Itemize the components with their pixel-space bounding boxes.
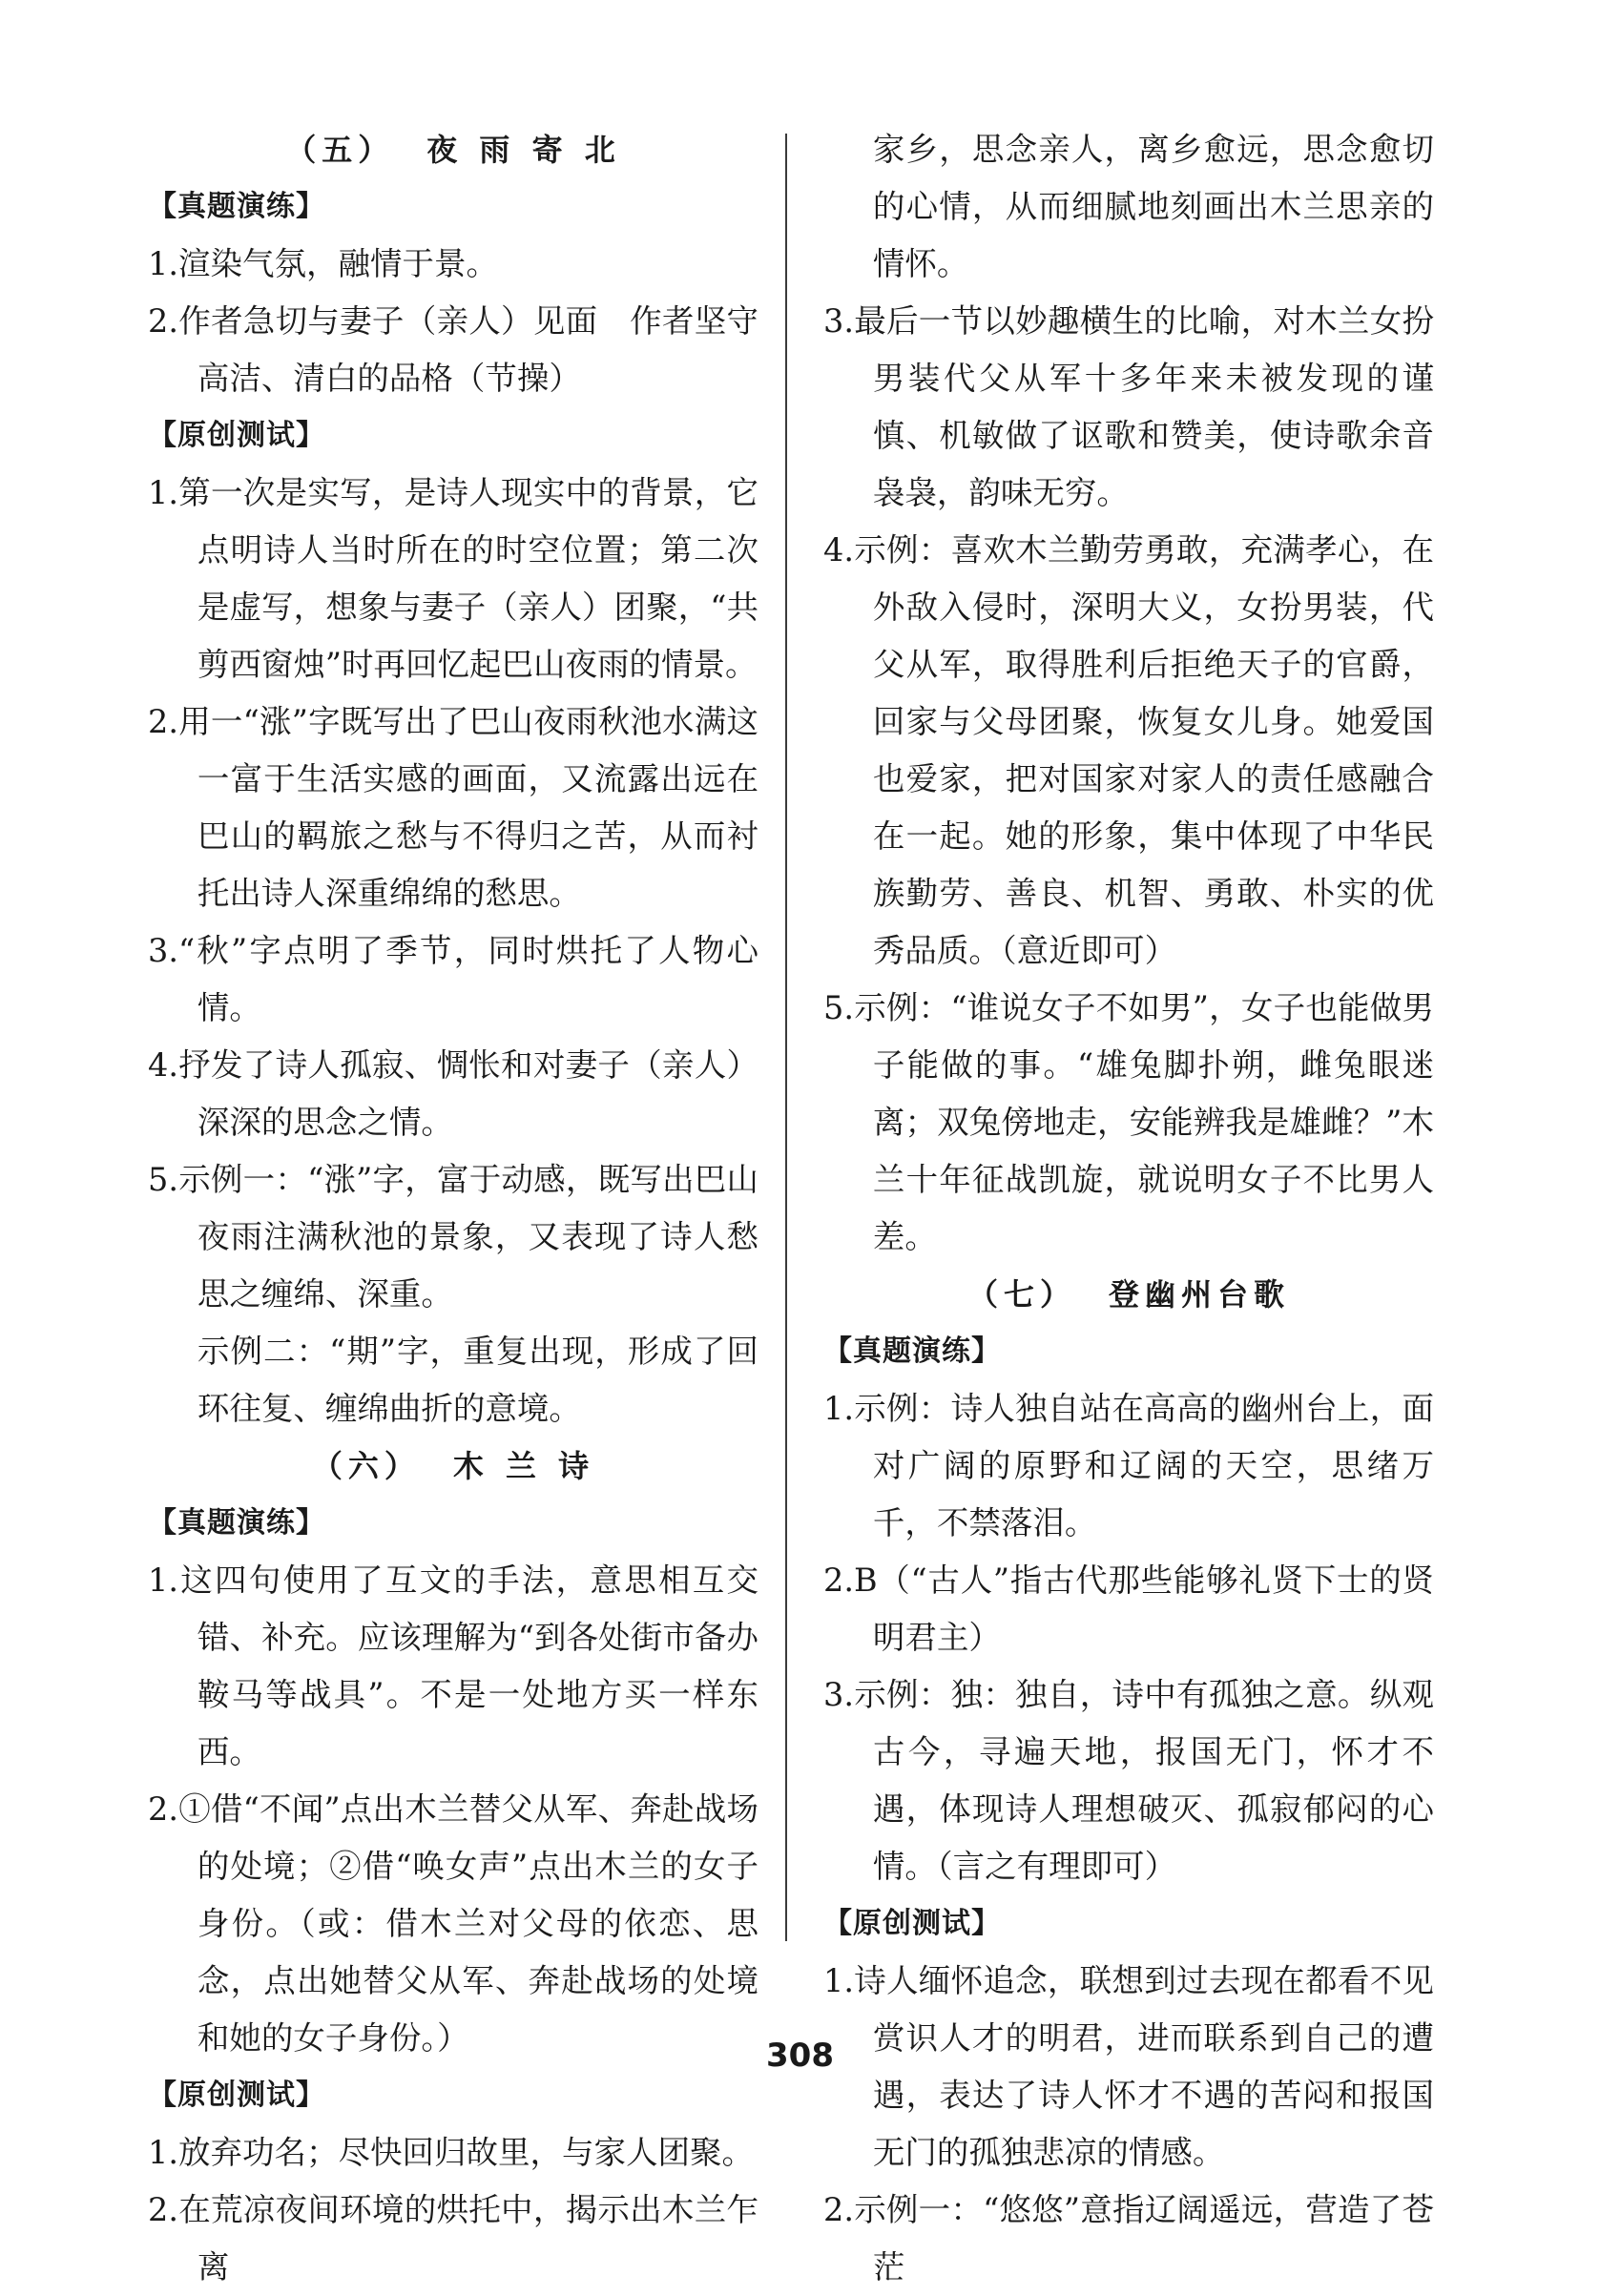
answer-item: 2.用一“涨”字既写出了巴山夜雨秋池水满这一富于生活实感的画面，又流露出远在巴山的羁旅之愁与不得归之苦，从而衬托出诗人深重绵绵的愁思。	[148, 703, 758, 912]
section-5-original-test-label: 【原创测试】	[148, 419, 325, 452]
section-7-title: 登幽州台歌	[1109, 1276, 1291, 1313]
answer-item: 5.示例：“谁说女子不如男”，女子也能做男子能做的事。“雄兔脚扑朔，雌兔眼迷离；双兔傍地走，安能辨我是雄雌？”木兰十年征战凯旋，就说明女子不比男人差。	[823, 989, 1434, 1255]
section-6-original-test-label: 【原创测试】	[148, 2079, 325, 2112]
answer-item: 2.示例一：“悠悠”意指辽阔遥远，营造了苍茫	[823, 2191, 1434, 2286]
answer-item-continuation: 示例二：“期”字，重复出现，形成了回环往复、缠绵曲折的意境。	[197, 1333, 758, 1427]
answer-item: 1.示例：诗人独自站在高高的幽州台上，面对广阔的原野和辽阔的天空，思绪万千，不禁落泪。	[823, 1390, 1434, 1541]
answer-item: 2.①借“不闻”点出木兰替父从军、奔赴战场的处境；②借“唤女声”点出木兰的女子身份。（或：借木兰对父母的依恋、思念，点出她替父从军、奔赴战场的处境和她的女子身份。）	[148, 1790, 758, 2057]
answer-item: 1.渲染气氛，融情于景。	[148, 245, 498, 282]
answer-item: 1.放弃功名；尽快回归故里，与家人团聚。	[148, 2134, 754, 2171]
section-5-heading: （五） 夜 雨 寄 北	[285, 132, 621, 168]
section-6-title: 木 兰 诗	[452, 1448, 595, 1484]
column-divider	[785, 134, 787, 1941]
answer-item: 3.最后一节以妙趣横生的比喻，对木兰女扮男装代父从军十多年来未被发现的谨慎、机敏做了讴歌和赞美，使诗歌余音袅袅，韵味无穷。	[823, 302, 1434, 511]
section-6-heading: （六） 木 兰 诗	[311, 1448, 595, 1484]
answer-item: 3.示例：独：独自，诗中有孤独之意。纵观古今，寻遍天地，报国无门，怀才不遇，体现诗人理想破灭、孤寂郁闷的心情。（言之有理即可）	[823, 1676, 1434, 1885]
answer-item: 2.在荒凉夜间环境的烘托中，揭示出木兰乍离	[148, 2191, 758, 2286]
section-7-original-test-label: 【原创测试】	[823, 1907, 1001, 1940]
answer-item-continuation: 家乡，思念亲人，离乡愈远，思念愈切的心情，从而细腻地刻画出木兰思亲的情怀。	[872, 131, 1434, 282]
left-column	[148, 121, 758, 2296]
answer-item: 1.第一次是实写，是诗人现实中的背景，它点明诗人当时所在的时空位置；第二次是虚写，想象与妻子（亲人）团聚，“共剪西窗烛”时再回忆起巴山夜雨的情景。	[148, 474, 758, 683]
answer-item: 3.“秋”字点明了季节，同时烘托了人物心情。	[148, 932, 758, 1026]
answer-item: 4.示例：喜欢木兰勤劳勇敢，充满孝心，在外敌入侵时，深明大义，女扮男装，代父从军，取得胜利后拒绝天子的官爵，回家与父母团聚，恢复女儿身。她爱国也爱家，把对国家对家人的责任感融合在一起。她的形象，集中体现了中华民族勤劳、善良、机智、勇敢、朴实的优秀品质。（意近即可）	[823, 531, 1434, 969]
answer-item: 2.作者急切与妻子（亲人）见面 作者坚守高洁、清白的品格（节操）	[148, 302, 758, 397]
answer-item: 2.B（“古人”指古代那些能够礼贤下士的贤明君主）	[823, 1562, 1434, 1656]
right-column	[823, 121, 1434, 2296]
section-5-title: 夜 雨 寄 北	[426, 132, 621, 168]
section-5-real-exam-label: 【真题演练】	[148, 190, 325, 223]
answer-item: 4.抒发了诗人孤寂、惆怅和对妻子（亲人）深深的思念之情。	[148, 1046, 758, 1141]
answer-item: 1.诗人缅怀追念，联想到过去现在都看不见赏识人才的明君，进而联系到自己的遭遇，表达了诗人怀才不遇的苦闷和报国无门的孤独悲凉的情感。	[823, 1962, 1434, 2171]
section-6-real-exam-label: 【真题演练】	[148, 1506, 325, 1540]
answer-item: 5.示例一：“涨”字，富于动感，既写出巴山夜雨注满秋池的景象，又表现了诗人愁思之缠绵、深重。	[148, 1161, 758, 1313]
answer-item: 1.这四句使用了互文的手法，意思相互交错、补充。应该理解为“到各处街市备办鞍马等战具”。不是一处地方买一样东西。	[148, 1562, 758, 1770]
section-7-real-exam-label: 【真题演练】	[823, 1334, 1001, 1368]
section-7-heading: （七） 登幽州台歌	[966, 1276, 1291, 1313]
page-number: 308	[766, 2037, 834, 2075]
